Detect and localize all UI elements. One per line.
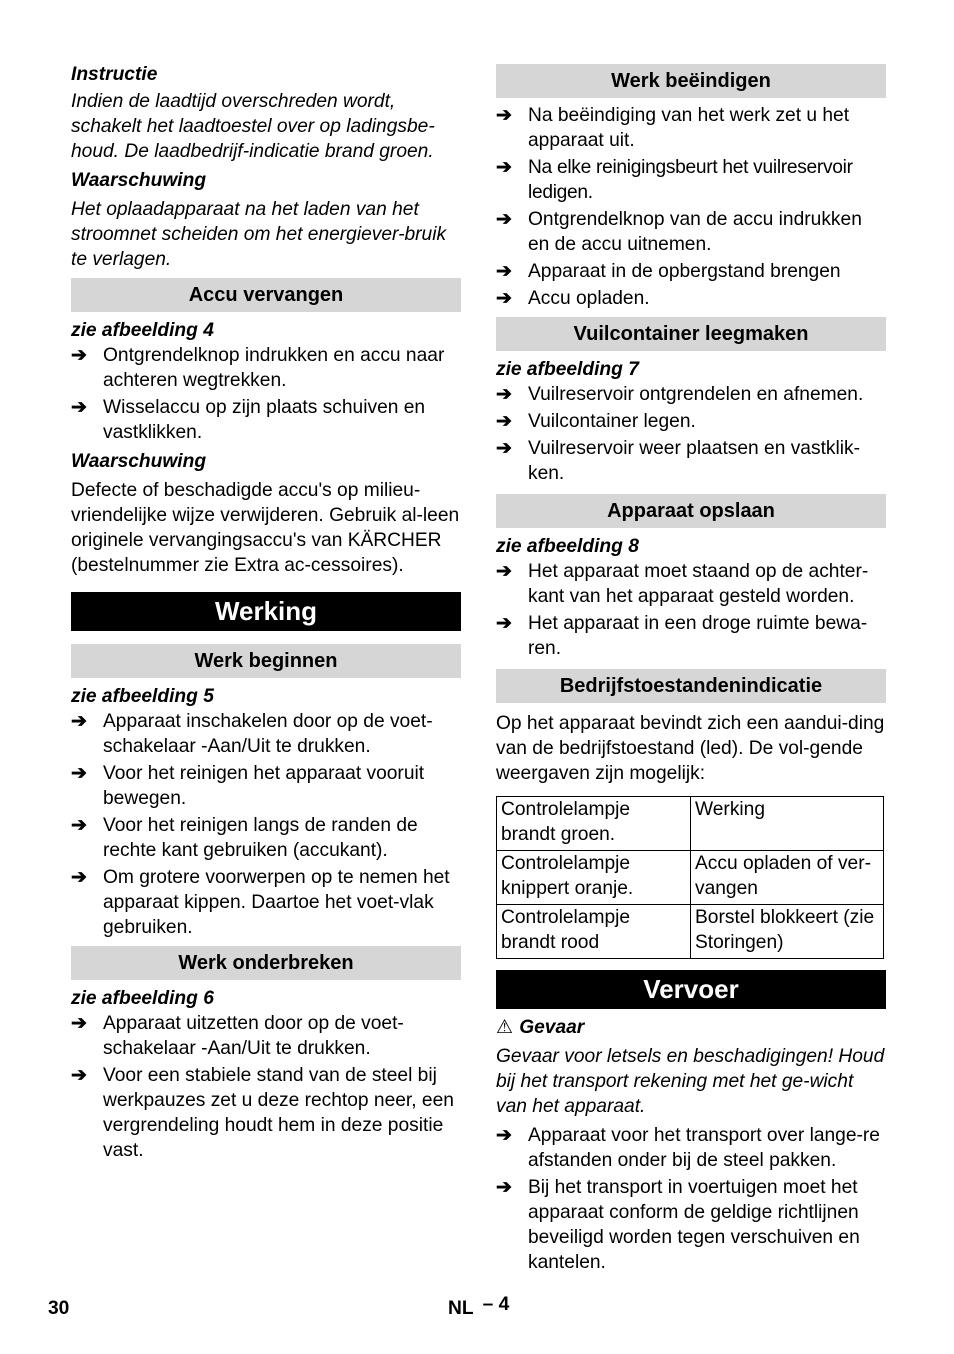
step-item (71, 761, 461, 811)
step-item (496, 436, 886, 486)
chapter-heading-werking: Werking (71, 592, 461, 631)
arrow-right-icon: ➔ (496, 288, 513, 309)
step-text: Het apparaat in een droge ruimte bewa-ren. (528, 613, 868, 659)
step-text: Om grotere voorwerpen op te nemen het apparaat kippen. Daartoe het voet-vlak gebruiken. (103, 867, 450, 938)
step-text: Apparaat uitzetten door op de voet-schakelaar -Aan/Uit te drukken. (103, 1013, 404, 1059)
step-text: Voor het reinigen het apparaat vooruit bewegen. (103, 763, 425, 809)
status-table (496, 796, 884, 959)
arrow-right-icon: ➔ (496, 613, 513, 634)
arrow-right-icon: ➔ (496, 157, 513, 178)
step-item (71, 343, 461, 393)
section-heading-apparaat-opslaan: Apparaat opslaan (496, 494, 886, 528)
section-heading-werk-onderbreken: Werk onderbreken (71, 946, 461, 980)
step-text: Vuilcontainer legen. (528, 411, 696, 432)
figure-reference: zie afbeelding 6 (71, 988, 214, 1009)
arrow-right-icon: ➔ (71, 867, 88, 888)
table-cell: Controlelampje brandt rood (497, 905, 691, 959)
table-cell: Controlelampje brandt groen. (497, 797, 691, 851)
step-item (496, 103, 886, 153)
page-number: 30 (48, 1298, 70, 1319)
figure-reference: zie afbeelding 4 (71, 320, 214, 341)
arrow-right-icon: ➔ (496, 209, 513, 230)
step-text: Accu opladen. (528, 288, 650, 309)
step-item (496, 155, 886, 205)
section-heading-accu-vervangen: Accu vervangen (71, 278, 461, 312)
left-column (71, 62, 461, 1165)
indicatie-text: Op het apparaat bevindt zich een aandui-ding van de bedrijfstoestand (led). De vol-gende weergaven zijn mogelijk: (496, 713, 885, 784)
arrow-right-icon: ➔ (71, 397, 88, 418)
step-text: Wisselaccu op zijn plaats schuiven en vastklikken. (103, 397, 426, 443)
arrow-right-icon: ➔ (496, 261, 513, 282)
step-text: Voor een stabiele stand van de steel bij werkpauzes zet u deze rechtop neer, een vergrendeling houdt hem in deze positie vast. (103, 1065, 454, 1161)
step-list (71, 343, 461, 445)
step-text: Het apparaat moet staand op de achter-kant van het apparaat gesteld worden. (528, 561, 869, 607)
arrow-right-icon: ➔ (496, 384, 513, 405)
step-item (496, 259, 886, 284)
instructie-label: Instructie (71, 64, 158, 85)
waarschuwing-label: Waarschuwing (71, 451, 207, 472)
arrow-right-icon: ➔ (71, 711, 88, 732)
step-item (496, 207, 886, 257)
step-item (496, 1123, 886, 1173)
figure-reference: zie afbeelding 8 (496, 536, 639, 557)
step-item (71, 395, 461, 445)
step-text: Na elke reinigingsbeurt het vuilreservoir ledigen. (528, 157, 853, 203)
gevaar-label (496, 1015, 886, 1040)
step-item (71, 865, 461, 940)
table-cell: Controlelampje knippert oranje. (497, 851, 691, 905)
step-item (496, 382, 886, 407)
sub-page-number: – 4 (482, 1294, 510, 1315)
step-text: Bij het transport in voertuigen moet het apparaat conform de geldige richtlijnen beveiligd worden tegen verschuiven en kantelen. (528, 1177, 860, 1273)
figure-reference: zie afbeelding 5 (71, 686, 214, 707)
arrow-right-icon: ➔ (71, 1013, 88, 1034)
step-list (496, 559, 886, 661)
warning-icon: ⚠ (496, 1017, 514, 1038)
step-list (496, 103, 886, 311)
step-text: Ontgrendelknop indrukken en accu naar achteren wegtrekken. (103, 345, 445, 391)
step-item (496, 409, 886, 434)
step-text: Apparaat inschakelen door op de voet-schakelaar -Aan/Uit te drukken. (103, 711, 433, 757)
section-heading-vuilcontainer-leegmaken: Vuilcontainer leegmaken (496, 317, 886, 351)
table-cell: Werking (691, 797, 884, 851)
table-cell: Borstel blokkeert (zie Storingen) (691, 905, 884, 959)
gevaar-label-text: Gevaar (519, 1017, 585, 1038)
table-cell: Accu opladen of ver-vangen (691, 851, 884, 905)
step-list (496, 382, 886, 486)
arrow-right-icon: ➔ (71, 763, 88, 784)
table-row (497, 797, 884, 851)
step-item (496, 559, 886, 609)
figure-reference: zie afbeelding 7 (496, 359, 639, 380)
step-text: Apparaat voor het transport over lange-re afstanden onder bij de steel pakken. (528, 1125, 880, 1171)
step-item (496, 611, 886, 661)
waarschuwing-label: Waarschuwing (71, 170, 207, 191)
step-list (496, 1123, 886, 1275)
step-list (71, 1011, 461, 1163)
table-row (497, 905, 884, 959)
arrow-right-icon: ➔ (496, 105, 513, 126)
gevaar-text: Gevaar voor letsels en beschadigingen! Houd bij het transport rekening met het ge-wicht van het apparaat. (496, 1046, 885, 1117)
step-item (71, 813, 461, 863)
step-item (496, 1175, 886, 1275)
section-heading-bedrijfstoestandenindicatie: Bedrijfstoestandenindicatie (496, 669, 886, 703)
step-item (71, 1011, 461, 1061)
arrow-right-icon: ➔ (496, 411, 513, 432)
arrow-right-icon: ➔ (496, 1125, 513, 1146)
arrow-right-icon: ➔ (71, 345, 88, 366)
language-code: NL (448, 1298, 474, 1319)
step-text: Vuilreservoir ontgrendelen en afnemen. (528, 384, 864, 405)
arrow-right-icon: ➔ (71, 815, 88, 836)
arrow-right-icon: ➔ (496, 561, 513, 582)
arrow-right-icon: ➔ (496, 438, 513, 459)
arrow-right-icon: ➔ (496, 1177, 513, 1198)
footer-language (448, 1296, 509, 1321)
step-text: Vuilreservoir weer plaatsen en vastklik-ken. (528, 438, 861, 484)
waarschuwing-text: Defecte of beschadigde accu's op milieu-vriendelijke wijze verwijderen. Gebruik al-leen originele vervangingsaccu's van KÄRCHER (bestelnummer zie Extra ac-cessoires). (71, 480, 460, 576)
section-heading-werk-beeindigen: Werk beëindigen (496, 64, 886, 98)
step-text: Ontgrendelknop van de accu indrukken en de accu uitnemen. (528, 209, 862, 255)
chapter-heading-vervoer: Vervoer (496, 970, 886, 1009)
right-column (496, 64, 886, 1277)
waarschuwing-text: Het oplaadapparaat na het laden van het stroomnet scheiden om het energiever-bruik te verlagen. (71, 199, 447, 270)
step-list (71, 709, 461, 940)
step-item (496, 286, 886, 311)
table-row (497, 851, 884, 905)
section-heading-werk-beginnen: Werk beginnen (71, 644, 461, 678)
step-item (71, 709, 461, 759)
step-text: Apparaat in de opbergstand brengen (528, 261, 841, 282)
instructie-text: Indien de laadtijd overschreden wordt, schakelt het laadtoestel over op ladingsbe-houd. De laadbedrijf-indicatie brand groen. (71, 91, 435, 162)
step-item (71, 1063, 461, 1163)
arrow-right-icon: ➔ (71, 1065, 88, 1086)
step-text: Na beëindiging van het werk zet u het apparaat uit. (528, 105, 850, 151)
step-text: Voor het reinigen langs de randen de rechte kant gebruiken (accukant). (103, 815, 418, 861)
